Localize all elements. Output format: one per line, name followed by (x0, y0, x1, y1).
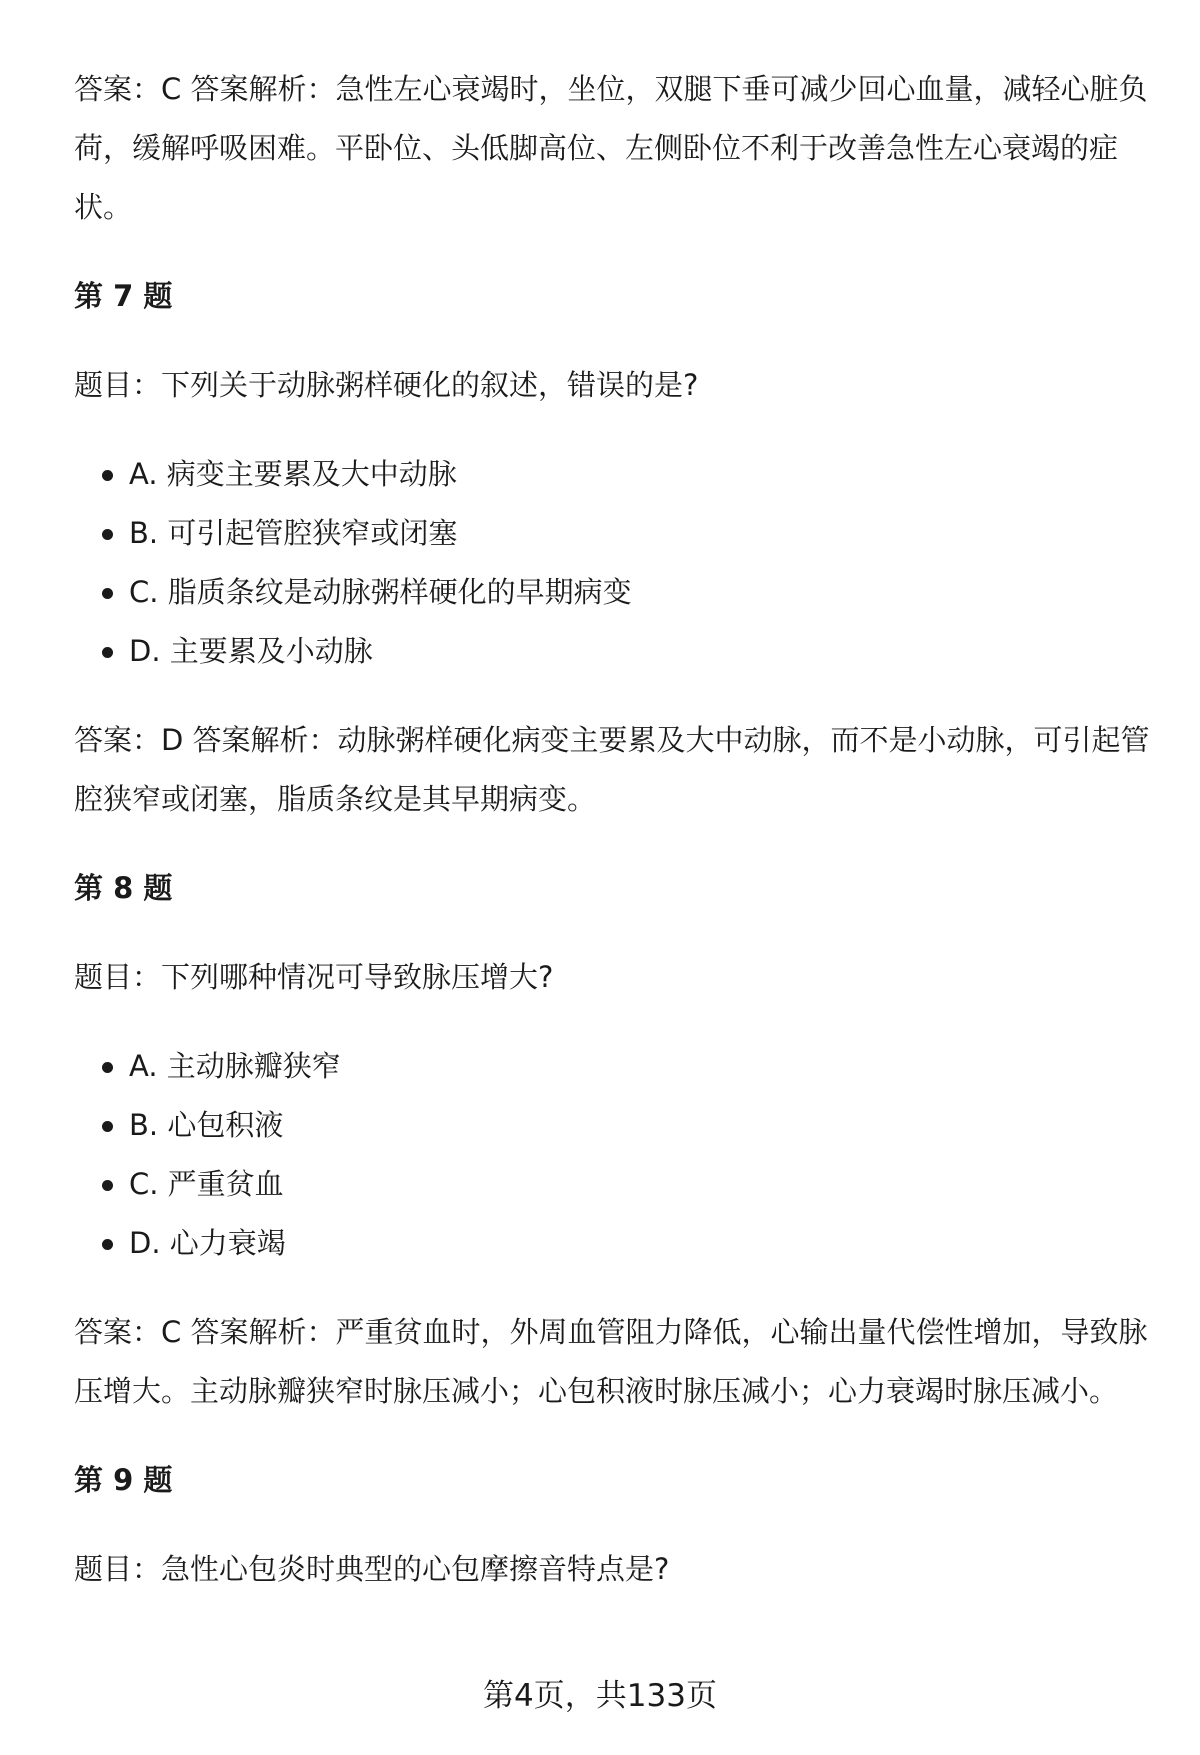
option-label: A. 病变主要累及大中动脉 (129, 457, 457, 491)
option-label: D. 心力衰竭 (129, 1226, 286, 1260)
question-heading-q7: 第 7 题 (74, 279, 173, 313)
option-item (74, 1037, 1154, 1096)
bullet-icon (102, 529, 113, 540)
answer-explanation-q8: 答案：C 答案解析：严重贫血时，外周血管阻力降低，心输出量代偿性增加，导致脉压增大。主动脉瓣狭窄时脉压减小；心包积液时脉压减小；心力衰竭时脉压减小。 (74, 1315, 1148, 1408)
answer-explanation-q6: 答案：C 答案解析：急性左心衰竭时，坐位，双腿下垂可减少回心血量，减轻心脏负荷，缓解呼吸困难。平卧位、头低脚高位、左侧卧位不利于改善急性左心衰竭的症状。 (74, 72, 1148, 224)
option-label: D. 主要累及小动脉 (129, 634, 373, 668)
option-item (74, 1096, 1154, 1155)
question-text-q7: 题目：下列关于动脉粥样硬化的叙述，错误的是? (74, 368, 699, 402)
question-text-q9: 题目：急性心包炎时典型的心包摩擦音特点是? (74, 1552, 670, 1586)
option-item (74, 1214, 1154, 1273)
option-label: B. 心包积液 (129, 1108, 284, 1142)
bullet-icon (102, 1180, 113, 1191)
option-item (74, 504, 1154, 563)
page-number-footer: 第4页，共133页 (483, 1678, 717, 1714)
options-list-q7 (74, 445, 1154, 681)
option-item (74, 563, 1154, 622)
question-text-q8: 题目：下列哪种情况可导致脉压增大? (74, 960, 554, 994)
bullet-icon (102, 647, 113, 658)
option-label: B. 可引起管腔狭窄或闭塞 (129, 516, 458, 550)
bullet-icon (102, 1239, 113, 1250)
option-item (74, 1155, 1154, 1214)
question-heading-q9: 第 9 题 (74, 1463, 173, 1497)
bullet-icon (102, 1121, 113, 1132)
option-item (74, 445, 1154, 504)
bullet-icon (102, 588, 113, 599)
option-item (74, 622, 1154, 681)
bullet-icon (102, 470, 113, 481)
option-label: C. 脂质条纹是动脉粥样硬化的早期病变 (129, 575, 632, 609)
option-label: A. 主动脉瓣狭窄 (129, 1049, 341, 1083)
question-heading-q8: 第 8 题 (74, 871, 173, 905)
options-list-q8 (74, 1037, 1154, 1273)
document-page (74, 60, 1154, 1599)
answer-explanation-q7: 答案：D 答案解析：动脉粥样硬化病变主要累及大中动脉，而不是小动脉，可引起管腔狭窄或闭塞，脂质条纹是其早期病变。 (74, 723, 1150, 816)
bullet-icon (102, 1062, 113, 1073)
option-label: C. 严重贫血 (129, 1167, 284, 1201)
